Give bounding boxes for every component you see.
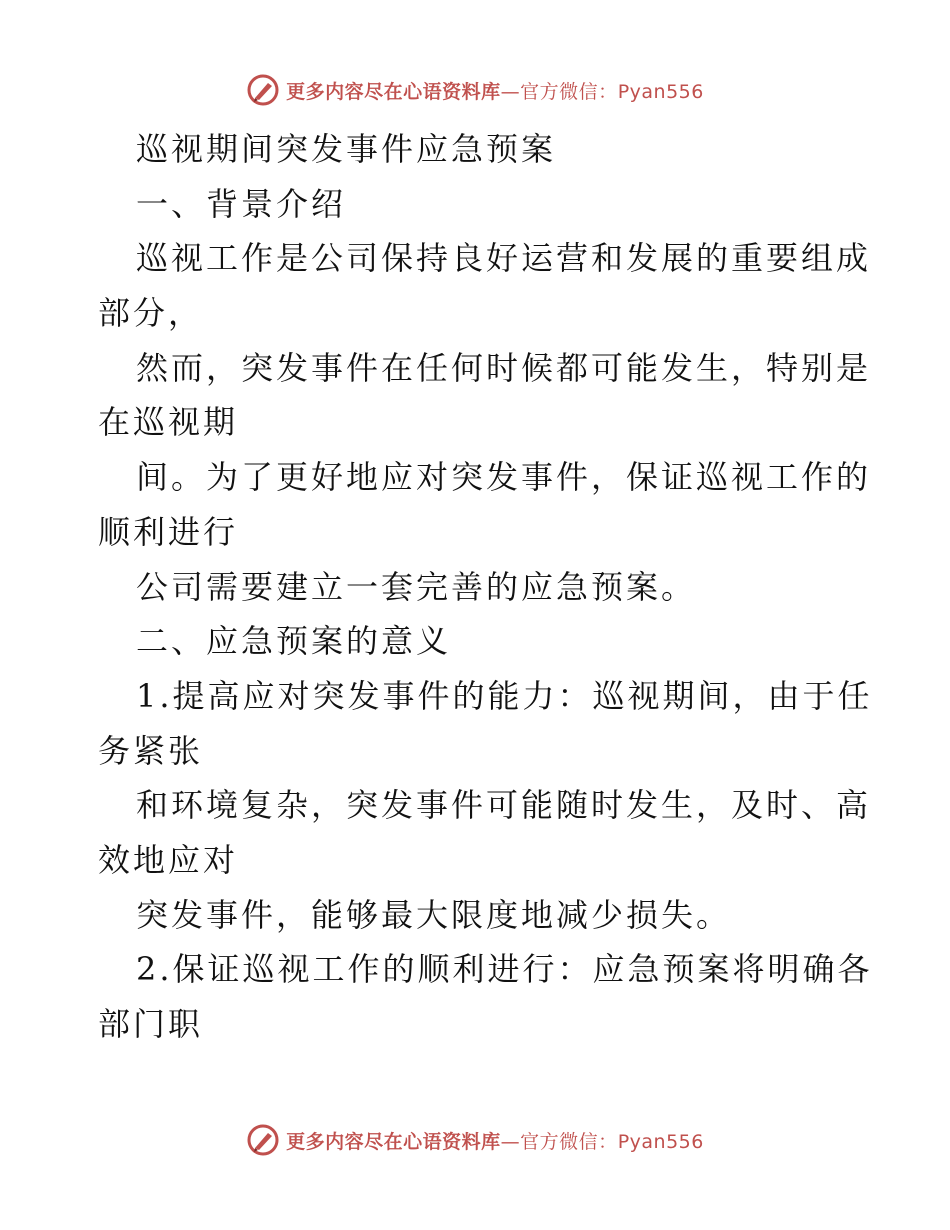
- document-line: 部分，: [98, 294, 204, 333]
- document-line: 务紧张: [98, 731, 204, 770]
- document-line: 二、应急预案的意义: [136, 622, 452, 661]
- banner-text: [286, 77, 704, 104]
- document-line: 顺利进行: [98, 512, 239, 551]
- document-body: [98, 122, 873, 1052]
- banner-lead: 更多内容尽在心语资料库: [286, 1130, 501, 1153]
- document-line: 效地应对: [98, 840, 239, 879]
- document-line: 巡视期间突发事件应急预案: [136, 130, 557, 168]
- banner-dash: —: [500, 1130, 521, 1153]
- pen-logo-icon: [246, 1123, 280, 1157]
- document-line: 1.提高应对突发事件的能力：巡视期间，由于任: [136, 676, 873, 715]
- document-line: 2.保证巡视工作的顺利进行：应急预案将明确各: [136, 950, 873, 989]
- banner-wechat-id: Pyan556: [617, 1130, 704, 1153]
- document-line: 部门职: [98, 1005, 204, 1043]
- document-line: 突发事件，能够最大限度地减少损失。: [136, 895, 732, 934]
- header-banner: [0, 70, 950, 110]
- banner-wechat-id: Pyan556: [617, 80, 704, 103]
- document-line: 间。为了更好地应对突发事件，保证巡视工作的: [136, 458, 872, 497]
- document-line: 和环境复杂，突发事件可能随时发生，及时、高: [136, 786, 872, 825]
- document-line: 公司需要建立一套完善的应急预案。: [136, 567, 697, 606]
- banner-dash: —: [500, 80, 521, 103]
- banner-wechat-label: 官方微信：: [520, 80, 618, 103]
- banner-wechat-label: 官方微信：: [520, 1130, 618, 1153]
- banner-lead: 更多内容尽在心语资料库: [286, 80, 501, 103]
- footer-banner: [0, 1120, 950, 1160]
- document-line: 一、背景介绍: [136, 184, 347, 223]
- pen-logo-icon: [246, 73, 280, 107]
- document-line: 然而，突发事件在任何时候都可能发生，特别是: [136, 348, 872, 387]
- document-line: 巡视工作是公司保持良好运营和发展的重要组成: [136, 239, 872, 278]
- banner-text: [286, 1127, 704, 1154]
- document-line: 在巡视期: [98, 403, 239, 442]
